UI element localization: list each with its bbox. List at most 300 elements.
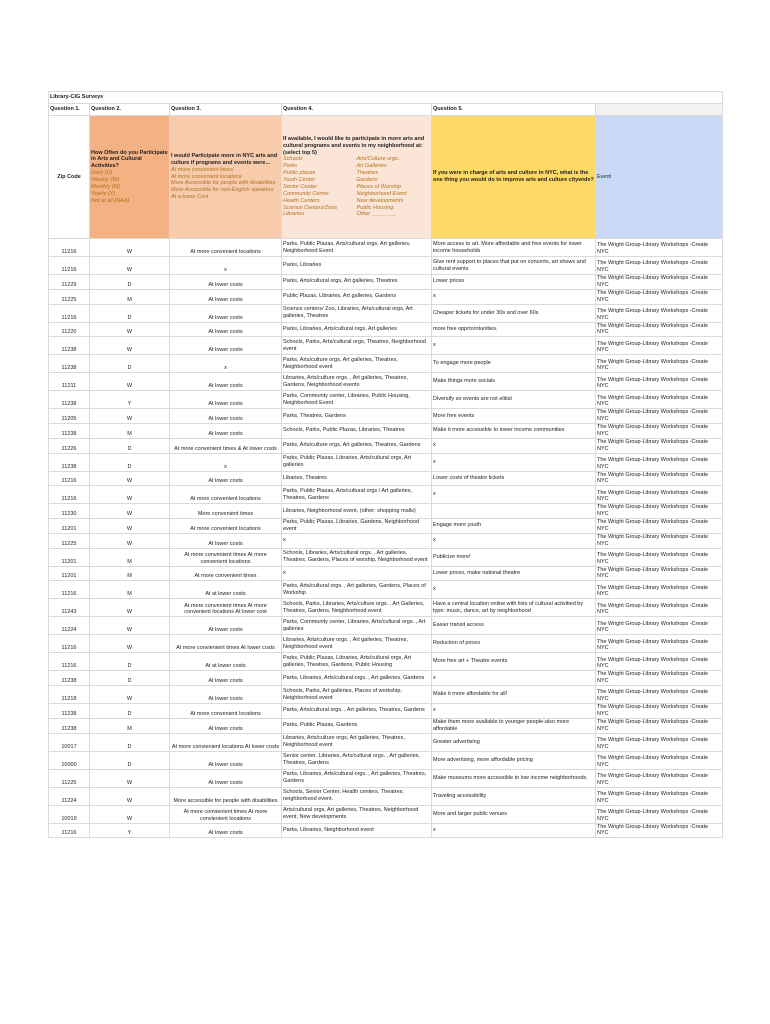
participation-condition-cell: At at lower costs (170, 581, 282, 599)
q3-option: More Accessible for non-English speakers (171, 187, 274, 194)
question-4-label: If available, I would like to participate in more arts and cultural programs and events in my neighborhood at: (select top 5) (283, 135, 425, 156)
event-cell: The Wright Group-Library Workshops -Create NYC (596, 504, 723, 519)
improvement-idea-cell: Have a central location online with lists of cultural activitied by type: music, dance, art by neighborhood (432, 599, 596, 617)
table-row (49, 671, 723, 686)
preferred-venues-cell: Parks, Arts/cultural orgs. , Art galleries, Gardens, Places of Workship (282, 581, 432, 599)
improvement-idea-cell: More free art + Theatre events (432, 653, 596, 671)
preferred-venues-cell: Parks, Community center, Libraries, Public Housing, Neighborhood Event (282, 391, 432, 409)
table-row (49, 751, 723, 769)
survey-table (48, 91, 723, 838)
table-row (49, 337, 723, 355)
q4-option: Youth Center (283, 177, 316, 183)
q4-option: Parks (283, 163, 298, 170)
frequency-cell: W (90, 257, 170, 275)
event-cell: The Wright Group-Library Workshops -Create NYC (596, 566, 723, 581)
event-cell: The Wright Group-Library Workshops -Create NYC (596, 704, 723, 719)
frequency-cell: M (90, 289, 170, 304)
participation-condition-cell: x (170, 453, 282, 471)
event-cell: The Wright Group-Library Workshops -Create NYC (596, 751, 723, 769)
table-row (49, 769, 723, 787)
zip-code-cell: 11238 (49, 337, 90, 355)
participation-condition-cell: At lower costs (170, 686, 282, 704)
table-row (49, 599, 723, 617)
q2-option: Daily (D) (91, 170, 113, 177)
table-row (49, 581, 723, 599)
question-2-heading: Question 2. (90, 104, 170, 116)
event-cell: The Wright Group-Library Workshops -Create NYC (596, 424, 723, 439)
event-cell: The Wright Group-Library Workshops -Create NYC (596, 438, 723, 453)
preferred-venues-cell: Parks, Theatres, Gardens (282, 409, 432, 424)
question-5-header (432, 116, 596, 239)
table-row (49, 519, 723, 534)
event-cell: The Wright Group-Library Workshops -Create NYC (596, 718, 723, 733)
q4-option: Science Centers/Zoos (283, 204, 338, 211)
table-row (49, 704, 723, 719)
preferred-venues-cell: Parks, Public Plazas, Arts/cultural orgs / Art galleries, Theatres, Gardens (282, 486, 432, 504)
frequency-cell: D (90, 671, 170, 686)
improvement-idea-cell: Lower prices (432, 275, 596, 290)
frequency-cell: D (90, 438, 170, 453)
zip-code-cell: 11224 (49, 787, 90, 805)
preferred-venues-cell: Senior center, Libraries, Arts/cultural orgs. , Art galleries, Theatres, Gardens (282, 751, 432, 769)
participation-condition-cell: At lower costs (170, 751, 282, 769)
event-cell: The Wright Group-Library Workshops -Create NYC (596, 391, 723, 409)
preferred-venues-cell: Libraries, Arts/culture orgs. , Art galleries, Theatres, Gardens, Neighborhood events (282, 373, 432, 391)
empty-heading-cell (596, 104, 723, 116)
table-row (49, 239, 723, 257)
preferred-venues-cell: Schools, Parks, Public Plazas, Libraries, Theatres (282, 424, 432, 439)
zip-code-cell: 11238 (49, 355, 90, 373)
zip-code-cell: 10019 (49, 805, 90, 823)
preferred-venues-cell: x (282, 566, 432, 581)
preferred-venues-cell: Schools, Senior Center, Health centers, Theatres, neighborhood event. (282, 787, 432, 805)
table-row (49, 424, 723, 439)
event-cell: The Wright Group-Library Workshops -Create NYC (596, 471, 723, 486)
question-5-heading: Question 5. (432, 104, 596, 116)
preferred-venues-cell: Parks, Public Plazas, Libraries, Arts/cultural orgs, Art galleries (282, 453, 432, 471)
q2-option: Weekly (W) (91, 177, 120, 183)
q4-option: Public Housing (356, 204, 394, 211)
zip-code-cell: 11216 (49, 486, 90, 504)
frequency-cell: W (90, 337, 170, 355)
improvement-idea-cell: x (432, 533, 596, 548)
q4-option: Public plazas (283, 170, 316, 177)
improvement-idea-cell: x (432, 486, 596, 504)
preferred-venues-cell: Parks, Public Plazas, Libraries, Arts/cultural orgs, Art galleries, Theatres, Gardens, Public Housing (282, 653, 432, 671)
question-3-label: I would Participate more in NYC arts and culture if programs and events were... (171, 152, 278, 166)
frequency-cell: M (90, 566, 170, 581)
preferred-venues-cell: Libaries, Theatres (282, 471, 432, 486)
q4-option: New developments (356, 197, 404, 204)
participation-condition-cell: At more convienient times At more convienient locations (170, 805, 282, 823)
improvement-idea-cell: Give rent support to places that put on concerts, art shows and cultural events (432, 257, 596, 275)
preferred-venues-cell: Public Plazas, Libraries, Art galleries, Gardens (282, 289, 432, 304)
preferred-venues-cell: Schools, Parks, Art galleries, Places of workship, Neighborhood event (282, 686, 432, 704)
zip-code-cell: 11238 (49, 718, 90, 733)
table-row (49, 733, 723, 751)
participation-condition-cell: At lower costs (170, 337, 282, 355)
preferred-venues-cell: Schools, Libraries, Arts/cultural orgs. , Art galleries, Theatres, Gardens, Places of worship, Neighborhood event (282, 548, 432, 566)
frequency-cell: W (90, 239, 170, 257)
table-row (49, 486, 723, 504)
participation-condition-cell: At lower costs (170, 373, 282, 391)
q4-option: Community Center (283, 190, 329, 197)
q3-option: More Accessible for people with disabilities (171, 180, 276, 187)
participation-condition-cell: More convenient times (170, 504, 282, 519)
improvement-idea-cell: x (432, 671, 596, 686)
improvement-idea-cell: Make it more affordable for all! (432, 686, 596, 704)
q3-option: At more convenient times (171, 166, 234, 173)
improvement-idea-cell: Engage more youth (432, 519, 596, 534)
participation-condition-cell: At lower costs (170, 304, 282, 322)
participation-condition-cell: At more convenient locations (170, 519, 282, 534)
frequency-cell: D (90, 355, 170, 373)
participation-condition-cell: At lower costs (170, 617, 282, 635)
zip-code-label: Zip Code (57, 173, 81, 180)
participation-condition-cell: At more convenient locations (170, 486, 282, 504)
table-row (49, 355, 723, 373)
participation-condition-cell: At lower costs (170, 533, 282, 548)
participation-condition-cell: At more convenient times At more convenient locations At lower cost (170, 599, 282, 617)
event-cell: The Wright Group-Library Workshops -Create NYC (596, 275, 723, 290)
table-row (49, 653, 723, 671)
frequency-cell: W (90, 409, 170, 424)
event-cell: The Wright Group-Library Workshops -Create NYC (596, 257, 723, 275)
q4-option: Neighborhood Event (356, 190, 407, 197)
event-cell: The Wright Group-Library Workshops -Create NYC (596, 805, 723, 823)
preferred-venues-cell: Parks, Arts/cultural orgs. , Art galleries, Theatres, Gardens (282, 704, 432, 719)
zip-code-cell: 11216 (49, 471, 90, 486)
participation-condition-cell: At at lower costs (170, 653, 282, 671)
zip-code-cell: 11238 (49, 704, 90, 719)
q4-option: Gardens (356, 177, 378, 183)
q4-option: Health Centers (283, 197, 320, 204)
frequency-cell: W (90, 686, 170, 704)
zip-code-cell: 11216 (49, 304, 90, 322)
frequency-cell: W (90, 471, 170, 486)
frequency-cell: D (90, 733, 170, 751)
event-cell: The Wright Group-Library Workshops -Create NYC (596, 289, 723, 304)
table-row (49, 533, 723, 548)
frequency-cell: W (90, 373, 170, 391)
participation-condition-cell: At more convenient times At more convenient locations (170, 548, 282, 566)
zip-code-cell: 11230 (49, 504, 90, 519)
zip-code-cell: 10000 (49, 751, 90, 769)
table-row (49, 718, 723, 733)
participation-condition-cell: At more convenient locations (170, 239, 282, 257)
participation-condition-cell: At lower costs (170, 671, 282, 686)
preferred-venues-cell: Science centers/ Zoo, Libraries, Arts/cultural orgs, Art galleries, Theatres (282, 304, 432, 322)
zip-code-cell: 11201 (49, 548, 90, 566)
zip-code-cell: 10017 (49, 733, 90, 751)
q4-option: Arts/Culture orgs. (356, 156, 400, 163)
event-cell: The Wright Group-Library Workshops -Create NYC (596, 373, 723, 391)
improvement-idea-cell: x (432, 438, 596, 453)
event-cell: The Wright Group-Library Workshops -Create NYC (596, 617, 723, 635)
event-cell: The Wright Group-Library Workshops -Create NYC (596, 519, 723, 534)
preferred-venues-cell: Parks, Public Plazas, Arts/cultural orgs, Art galleries, Neighborhood Event (282, 239, 432, 257)
participation-condition-cell: At more convienient times At lower costs (170, 635, 282, 653)
participation-condition-cell: At lower costs (170, 409, 282, 424)
improvement-idea-cell: x (432, 581, 596, 599)
participation-condition-cell: x (170, 355, 282, 373)
participation-condition-cell: At lower costs (170, 471, 282, 486)
event-cell: The Wright Group-Library Workshops -Create NYC (596, 671, 723, 686)
participation-condition-cell: At lower costs (170, 823, 282, 838)
preferred-venues-cell: Libraries, Arts/culture orgs, Art galleries, Theatres, Neighborhood event (282, 733, 432, 751)
table-row (49, 391, 723, 409)
event-cell: The Wright Group-Library Workshops -Create NYC (596, 239, 723, 257)
event-cell: The Wright Group-Library Workshops -Create NYC (596, 686, 723, 704)
table-row (49, 322, 723, 337)
event-cell: The Wright Group-Library Workshops -Create NYC (596, 453, 723, 471)
improvement-idea-cell: Make them more available to younger people-also more affordable (432, 718, 596, 733)
zip-code-cell: 11225 (49, 769, 90, 787)
frequency-cell: D (90, 653, 170, 671)
frequency-cell: W (90, 504, 170, 519)
question-1-heading: Question 1. (49, 104, 90, 116)
event-cell: The Wright Group-Library Workshops -Create NYC (596, 322, 723, 337)
event-cell: The Wright Group-Library Workshops -Create NYC (596, 823, 723, 838)
preferred-venues-cell: Parks, Arts/cultural orgs, Art galleries, Theatres (282, 275, 432, 290)
participation-condition-cell: At more convenient locations (170, 704, 282, 719)
q4-option: Libraries (283, 211, 305, 218)
title-row (49, 92, 723, 104)
zip-code-cell: 11225 (49, 289, 90, 304)
zip-code-cell: 11238 (49, 391, 90, 409)
q4-options-grid (283, 156, 430, 218)
frequency-cell: W (90, 533, 170, 548)
q2-option: Yearly (Y) (91, 190, 116, 197)
zip-code-cell: 11205 (49, 409, 90, 424)
table-row (49, 548, 723, 566)
question-2-label: How Often do you Participate in Arts and Cultural Activities? (91, 149, 168, 170)
zip-code-cell: 11201 (49, 519, 90, 534)
event-cell: The Wright Group-Library Workshops -Create NYC (596, 787, 723, 805)
q4-option: Places of Worship (356, 183, 401, 190)
preferred-venues-cell: Schools, Parks, Arts/cultural orgs, Theatres, Neighborhood event (282, 337, 432, 355)
zip-code-cell: 11218 (49, 686, 90, 704)
event-cell: The Wright Group-Library Workshops -Create NYC (596, 653, 723, 671)
zip-code-cell: 11211 (49, 373, 90, 391)
improvement-idea-cell: more free opprtorntunities. (432, 322, 596, 337)
table-row (49, 409, 723, 424)
frequency-cell: W (90, 635, 170, 653)
zip-code-cell: 11238 (49, 453, 90, 471)
participation-condition-cell: At more convenient times & At lower costs (170, 438, 282, 453)
table-row (49, 823, 723, 838)
question-4-header (282, 116, 432, 239)
frequency-cell: D (90, 704, 170, 719)
table-row (49, 275, 723, 290)
improvement-idea-cell: To engage more people (432, 355, 596, 373)
event-header (596, 116, 723, 239)
table-row (49, 289, 723, 304)
event-cell: The Wright Group-Library Workshops -Create NYC (596, 337, 723, 355)
frequency-cell: D (90, 751, 170, 769)
sheet-title: Library-CIG Surveys (49, 92, 723, 104)
zip-code-cell: 11226 (49, 438, 90, 453)
zip-code-cell: 11216 (49, 581, 90, 599)
frequency-cell: W (90, 805, 170, 823)
zip-code-cell: 11216 (49, 823, 90, 838)
preferred-venues-cell: Arts/cultural orgs, Art galleries, Theatres, Neighborhood event, New developments (282, 805, 432, 823)
participation-condition-cell: At lower costs (170, 769, 282, 787)
preferred-venues-cell: Parks, Libraries, Neighborhood event (282, 823, 432, 838)
zip-code-cell: 11243 (49, 599, 90, 617)
event-cell: The Wright Group-Library Workshops -Create NYC (596, 533, 723, 548)
q4-option: Senior Center (283, 183, 317, 190)
improvement-idea-cell: Lower prices, make national theatre (432, 566, 596, 581)
frequency-cell: W (90, 769, 170, 787)
event-cell: The Wright Group-Library Workshops -Create NYC (596, 599, 723, 617)
event-cell: The Wright Group-Library Workshops -Create NYC (596, 304, 723, 322)
zip-code-cell: 11216 (49, 257, 90, 275)
event-cell: The Wright Group-Library Workshops -Create NYC (596, 409, 723, 424)
improvement-idea-cell: Easier transit access (432, 617, 596, 635)
participation-condition-cell: More accessible for people with disabilities (170, 787, 282, 805)
preferred-venues-cell: Parks, Libraries, Arts/cultural orgs, Art galleries (282, 322, 432, 337)
improvement-idea-cell: More and larger public venues (432, 805, 596, 823)
table-row (49, 635, 723, 653)
table-row (49, 805, 723, 823)
question-5-label: If you were in charge of arts and culture in NYC, what is the one thing you would do to improve arts and culture citywide? (433, 170, 594, 183)
table-row (49, 617, 723, 635)
improvement-idea-cell: Diversify so events are not elitist (432, 391, 596, 409)
preferred-venues-cell: Parks, Public Plazas, Libraries, Gardens, Neighborhood event (282, 519, 432, 534)
table-row (49, 304, 723, 322)
participation-condition-cell: At more convienient locations At lower costs (170, 733, 282, 751)
improvement-idea-cell: x (432, 704, 596, 719)
table-row (49, 373, 723, 391)
frequency-cell: D (90, 304, 170, 322)
header-row (49, 116, 723, 239)
zip-code-cell: 11216 (49, 239, 90, 257)
frequency-cell: D (90, 453, 170, 471)
improvement-idea-cell: Make museums more accessible to low income neighborhoods. (432, 769, 596, 787)
question-row (49, 104, 723, 116)
table-row (49, 471, 723, 486)
improvement-idea-cell: x (432, 453, 596, 471)
improvement-idea-cell: x (432, 337, 596, 355)
q4-option: Theatres (356, 170, 379, 177)
frequency-cell: Y (90, 823, 170, 838)
event-label: Event (597, 173, 612, 180)
q4-option: Art Galleries (356, 163, 387, 170)
table-row (49, 686, 723, 704)
frequency-cell: M (90, 718, 170, 733)
frequency-cell: M (90, 548, 170, 566)
preferred-venues-cell: Schools, Parks, Libraries, Arts/culture orgs. , Art Galleries, Theatres, Gardens, Neighborhood event (282, 599, 432, 617)
improvement-idea-cell: More free events (432, 409, 596, 424)
preferred-venues-cell: Parks, Community center, Libraries, Arts/cultural orgs. , Art galleries (282, 617, 432, 635)
q4-option: Other ________ (356, 211, 397, 218)
improvement-idea-cell: Make things more socials (432, 373, 596, 391)
q2-option: Monthly (M) (91, 183, 121, 190)
preferred-venues-cell: Libraries, Neighborhood event, (other: shopping malls) (282, 504, 432, 519)
preferred-venues-cell: Parks, Arts/culture orgs, Art galleries, Theatres, Neighborhood event (282, 355, 432, 373)
zip-code-cell: 11238 (49, 424, 90, 439)
zip-code-cell: 11201 (49, 566, 90, 581)
preferred-venues-cell: Parks, Libraries, Arts/cultural orgs. , Art galleries, Theatres, Gardens (282, 769, 432, 787)
improvement-idea-cell: More access to art. More affordable and free events for lower income households (432, 239, 596, 257)
event-cell: The Wright Group-Library Workshops -Create NYC (596, 769, 723, 787)
frequency-cell: W (90, 519, 170, 534)
participation-condition-cell: At more convenient times (170, 566, 282, 581)
table-row (49, 453, 723, 471)
table-row (49, 787, 723, 805)
event-cell: The Wright Group-Library Workshops -Create NYC (596, 548, 723, 566)
preferred-venues-cell: Parks, Libraries, Arts/cultural orgs. , Art galleries, Gardens (282, 671, 432, 686)
improvement-idea-cell: Reduction of prices (432, 635, 596, 653)
preferred-venues-cell: x (282, 533, 432, 548)
improvement-idea-cell: x (432, 289, 596, 304)
zip-code-cell: 11229 (49, 275, 90, 290)
table-row (49, 566, 723, 581)
participation-condition-cell: At lower costs (170, 322, 282, 337)
event-cell: The Wright Group-Library Workshops -Create NYC (596, 733, 723, 751)
q3-option: At more convenient locations (171, 173, 242, 180)
zip-code-cell: 11216 (49, 653, 90, 671)
zip-code-cell: 11220 (49, 322, 90, 337)
improvement-idea-cell (432, 504, 596, 519)
zip-code-cell: 11225 (49, 533, 90, 548)
frequency-cell: M (90, 424, 170, 439)
improvement-idea-cell: Greater advertising (432, 733, 596, 751)
participation-condition-cell: At lower costs (170, 718, 282, 733)
table-row (49, 504, 723, 519)
frequency-cell: W (90, 599, 170, 617)
improvement-idea-cell: Lower costs of theatre tickets (432, 471, 596, 486)
q3-option: At a lower Cost (171, 194, 209, 201)
participation-condition-cell: At lower costs (170, 391, 282, 409)
frequency-cell: W (90, 787, 170, 805)
participation-condition-cell: At lower costs (170, 424, 282, 439)
q4-option: Schools (283, 156, 303, 163)
event-cell: The Wright Group-Library Workshops -Create NYC (596, 581, 723, 599)
participation-condition-cell: At lower costs (170, 289, 282, 304)
table-row (49, 257, 723, 275)
zip-code-cell: 11224 (49, 617, 90, 635)
improvement-idea-cell: Publicize more! (432, 548, 596, 566)
participation-condition-cell: At lower costs (170, 275, 282, 290)
improvement-idea-cell: Cheaper tickets for under 30s and over 60s (432, 304, 596, 322)
zip-code-cell: 11238 (49, 671, 90, 686)
improvement-idea-cell: Make it more accessible to lower income communities (432, 424, 596, 439)
zip-code-header (49, 116, 90, 239)
participation-condition-cell: x (170, 257, 282, 275)
question-2-header (90, 116, 170, 239)
frequency-cell: W (90, 486, 170, 504)
frequency-cell: M (90, 581, 170, 599)
preferred-venues-cell: Parks, Public Plazas, Gardens (282, 718, 432, 733)
table-row (49, 438, 723, 453)
frequency-cell: D (90, 275, 170, 290)
improvement-idea-cell: Traveling accessibility (432, 787, 596, 805)
zip-code-cell: 11216 (49, 635, 90, 653)
question-4-heading: Question 4. (282, 104, 432, 116)
event-cell: The Wright Group-Library Workshops -Create NYC (596, 355, 723, 373)
event-cell: The Wright Group-Library Workshops -Create NYC (596, 486, 723, 504)
improvement-idea-cell: More advertising, more affordable pricing (432, 751, 596, 769)
preferred-venues-cell: Parks, Libraries (282, 257, 432, 275)
question-3-heading: Question 3. (170, 104, 282, 116)
preferred-venues-cell: Libraries, Arts/culture orgs. , Art galleries, Theatres, Neighborhood event (282, 635, 432, 653)
improvement-idea-cell: x (432, 823, 596, 838)
q2-option: Not at all (NAA) (91, 197, 130, 204)
event-cell: The Wright Group-Library Workshops -Create NYC (596, 635, 723, 653)
frequency-cell: Y (90, 391, 170, 409)
